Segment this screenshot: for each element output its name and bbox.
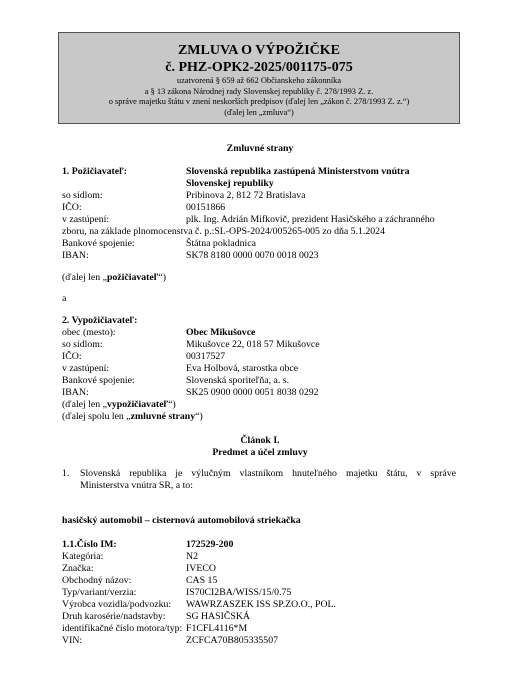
- party2-rep-label: v zastúpení:: [62, 363, 110, 374]
- party1-rep-line1: plk. Ing. Adrián Mifkovič, prezident Hasičského a záchranného: [186, 214, 435, 225]
- vehicle-row-label: Kategória:: [62, 551, 104, 562]
- header-subtitle-2: a § 13 zákona Národnej rady Slovenskej republiky č. 278/1993 Z. z.: [144, 86, 374, 96]
- both-alias-term: zmluvné strany: [130, 411, 196, 422]
- party2-seat: Mikušovce 22, 018 57 Mikušovce: [186, 339, 320, 350]
- both-alias-post: “): [195, 411, 203, 422]
- vehicle-row-value: WAWRZASZEK ISS SP.ZO.O., POL.: [186, 599, 336, 610]
- party2-alias-term: vypožičiavateľ: [106, 399, 169, 410]
- party2-iban: SK25 0900 0000 0051 8038 0292: [186, 387, 319, 398]
- party2-seat-label: so sídlom:: [62, 339, 103, 350]
- party1-label: 1. Požičiavateľ:: [62, 166, 127, 177]
- parties-heading: Zmluvné strany: [226, 143, 294, 154]
- vehicle-row-value: SG HASIČSKÁ: [186, 611, 250, 622]
- party1-name-line2: Slovenskej republiky: [186, 178, 274, 189]
- party1-rep-label: v zastúpení:: [62, 214, 110, 225]
- vehicle-im: 172529-200: [186, 539, 234, 550]
- vehicle-row-value: N2: [186, 551, 198, 562]
- party2-rep: Eva Holbová, starostka obce: [186, 363, 299, 374]
- vehicle-row-label: identifikačné číslo motora/typ:: [62, 623, 183, 634]
- article-title: Predmet a účel zmluvy: [212, 447, 308, 458]
- party2-bank-label: Bankové spojenie:: [62, 375, 135, 386]
- party1-bank-label: Bankové spojenie:: [62, 238, 135, 249]
- contract-number: č. PHZ-OPK2-2025/001175-075: [165, 60, 353, 75]
- vehicle-im-label: 1.1.Číslo IM:: [62, 539, 117, 550]
- clause1-line2: Ministerstva vnútra SR, a to:: [80, 480, 193, 491]
- party1-ico: 00151866: [186, 202, 226, 213]
- header-box: [58, 32, 460, 124]
- vehicle-row-value: ZCFCA70B805335507: [186, 635, 278, 646]
- vehicle-row-label: Obchodný názov:: [62, 575, 132, 586]
- article-number: Článok I.: [240, 435, 280, 446]
- party1-bank: Štátna pokladnica: [186, 238, 256, 249]
- vehicle-row-label: VIN:: [62, 635, 83, 646]
- party2-bank: Slovenská sporiteľňa, a. s.: [186, 375, 290, 386]
- party1-alias: [62, 272, 166, 284]
- clause1-line1: Slovenská republika je výlučným vlastníkom hnuteľného majetku štátu, v správe: [80, 468, 456, 479]
- party2-town-label: obec (mesto):: [62, 327, 116, 338]
- party1-iban: SK78 8180 0000 0070 0018 0023: [186, 250, 319, 261]
- vehicle-row-value: F1CFL4116*M: [186, 623, 248, 634]
- header-subtitle-3: o správe majetku štátu v znení neskorších predpisov (ďalej len „zákon č. 278/1993 Z. z.“): [108, 97, 410, 107]
- party1-rep-line2: zboru, na základe plnomocenstva č. p.:SL-OPS-2024/005265-005 zo dňa 5.1.2024: [62, 226, 385, 237]
- vehicle-row-value: CAS 15: [186, 575, 218, 586]
- parties-together-alias: [62, 411, 203, 423]
- header-subtitle-1: uzatvorená § 659 až 662 Občianskeho zákonníka: [176, 76, 342, 85]
- party1-iban-label: IBAN:: [62, 250, 89, 261]
- contract-title: ZMLUVA O VÝPOŽIČKE: [177, 43, 341, 58]
- vehicle-row-label: Výrobca vozidla/podvozku:: [62, 599, 172, 610]
- vehicle-row-value: IS70CI2BA/WISS/15/0.75: [186, 587, 292, 598]
- party1-name-line1: Slovenská republika zastúpená Ministerstvom vnútra: [186, 166, 410, 177]
- party1-alias-term: požičiavateľ: [106, 272, 159, 283]
- and-connector: a: [62, 293, 67, 304]
- vehicle-row-label: Typ/variant/verzia:: [62, 587, 137, 598]
- party2-iban-label: IBAN:: [62, 387, 89, 398]
- party2-alias: [62, 399, 176, 411]
- party1-seat: Pribinova 2, 812 72 Bratislava: [186, 190, 306, 201]
- vehicle-row-label: Značka:: [62, 563, 94, 574]
- vehicle-heading: hasičský automobil – cisternová automobilová striekačka: [62, 515, 301, 526]
- party2-town: Obec Mikušovce: [186, 327, 256, 338]
- party1-seat-label: so sídlom:: [62, 190, 103, 201]
- party2-alias-post: “): [168, 399, 176, 410]
- party2-ico: 00317527: [186, 351, 226, 362]
- header-subtitle-4: (ďalej len „zmluva“): [224, 107, 294, 117]
- vehicle-row-value: IVECO: [186, 563, 216, 574]
- party2-alias-pre: (ďalej len „: [62, 399, 107, 410]
- vehicle-row-label: Druh karosérie/nadstavby:: [62, 611, 166, 622]
- party1-alias-pre: (ďalej len „: [62, 272, 107, 283]
- party2-label: 2. Vypožičiavateľ:: [62, 315, 138, 326]
- both-alias-pre: (ďalej spolu len „: [62, 411, 131, 422]
- party2-ico-label: IČO:: [62, 351, 82, 362]
- clause1-number: 1.: [62, 468, 70, 479]
- party1-alias-post: “): [158, 272, 166, 283]
- party1-ico-label: IČO:: [62, 202, 82, 213]
